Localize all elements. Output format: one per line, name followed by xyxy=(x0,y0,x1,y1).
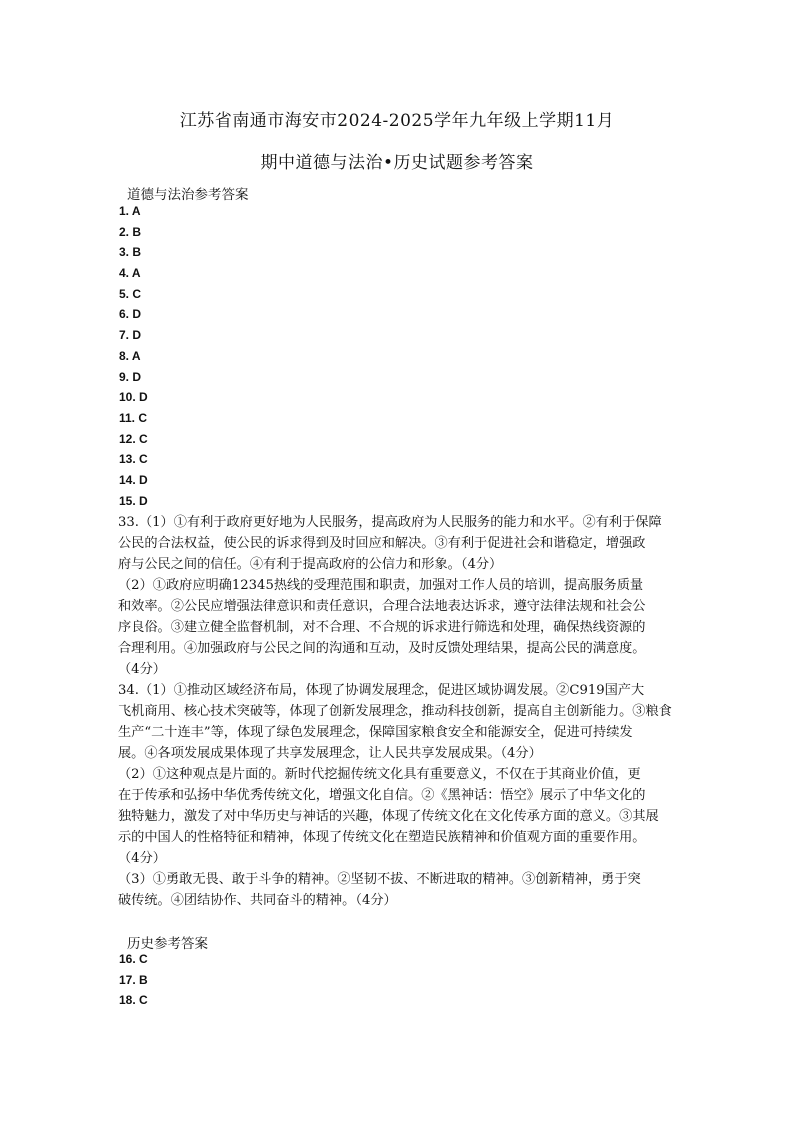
answer-item: 17. B xyxy=(119,972,148,987)
answer-line: （2）①政府应明确12345热线的受理范围和职责，加强对工作人员的培训，提高服务质量 xyxy=(118,578,644,593)
answer-item: 9. D xyxy=(119,369,142,384)
answer-line: （4分） xyxy=(118,851,166,866)
answer-line: （2）①这种观点是片面的。新时代挖掘传统文化具有重要意义，不仅在于其商业价值，更 xyxy=(118,767,641,782)
answer-item: 4. A xyxy=(119,266,141,281)
answer-line: 独特魅力，激发了对中华历史与神话的兴趣，体现了传统文化在文化传承方面的意义。③其展 xyxy=(118,809,659,824)
answer-line: 示的中国人的性格特征和精神，体现了传统文化在塑造民族精神和价值观方面的重要作用。 xyxy=(118,830,646,845)
answer-item: 1. A xyxy=(119,204,141,218)
answer-item: 16. C xyxy=(119,952,148,966)
morality-section-label: 道德与法治参考答案 xyxy=(127,187,249,203)
answer-line: 破传统。④团结协作、共同奋斗的精神。（4分） xyxy=(118,893,397,908)
answer-item: 18. C xyxy=(119,993,148,1008)
answer-item: 10. D xyxy=(119,390,148,405)
answer-line: 在于传承和弘扬中华优秀传统文化，增强文化自信。②《黑神话：悟空》展示了中华文化的 xyxy=(118,788,646,803)
answer-line: 府与公民之间的信任。④有利于提高政府的公信力和形象。（4分） xyxy=(118,557,503,572)
document-subtitle: 期中道德与法治•历史试题参考答案 xyxy=(260,153,534,173)
answer-item: 11. C xyxy=(119,410,148,425)
question-34-answer xyxy=(118,680,678,911)
document-title: 江苏省南通市海安市2024-2025学年九年级上学期11月 xyxy=(179,111,615,131)
answer-line: 33.（1）①有利于政府更好地为人民服务，提高政府为人民服务的能力和水平。②有利于保障 xyxy=(118,515,662,530)
answer-item: 15. D xyxy=(119,493,148,508)
history-answer-list xyxy=(119,949,148,1011)
answer-item: 5. C xyxy=(119,286,142,301)
answer-item: 8. A xyxy=(119,348,141,363)
answer-line: 合理利用。④加强政府与公民之间的沟通和互动，及时反馈处理结果，提高公民的满意度。 xyxy=(118,641,646,656)
answer-line: （4分） xyxy=(118,662,166,677)
answer-item: 6. D xyxy=(119,307,142,322)
answer-item: 13. C xyxy=(119,452,148,467)
question-33-answer xyxy=(118,512,678,680)
answer-line: 和效率。②公民应增强法律意识和责任意识，合理合法地表达诉求，遵守法律法规和社会公 xyxy=(118,599,646,614)
answer-line: 飞机商用、核心技术突破等，体现了创新发展理念，推动科技创新，提高自主创新能力。③粮食 xyxy=(118,704,672,719)
answer-item: 3. B xyxy=(119,245,142,260)
answer-item: 14. D xyxy=(119,472,148,487)
answer-item: 12. C xyxy=(119,431,148,446)
answer-line: 34.（1）①推动区域经济布局，体现了协调发展理念，促进区域协调发展。②C919国产大 xyxy=(118,683,645,698)
answer-line: （3）①勇敢无畏、敢于斗争的精神。②坚韧不拔、不断进取的精神。③创新精神，勇于突 xyxy=(118,872,641,887)
answer-line: 序良俗。③建立健全监督机制，对不合理、不合规的诉求进行筛选和处理，确保热线资源的 xyxy=(118,620,646,635)
morality-answer-list xyxy=(119,201,148,511)
answer-item: 7. D xyxy=(119,328,142,343)
answer-line: 公民的合法权益，使公民的诉求得到及时回应和解决。③有利于促进社会和谐稳定，增强政 xyxy=(118,536,646,551)
answer-line: 生产“二十连丰”等，体现了绿色发展理念，保障国家粮食安全和能源安全，促进可持续发 xyxy=(118,725,633,740)
answer-item: 2. B xyxy=(119,224,142,239)
answer-line: 展。④各项发展成果体现了共享发展理念，让人民共享发展成果。（4分） xyxy=(118,746,542,761)
history-section-label: 历史参考答案 xyxy=(127,936,208,952)
